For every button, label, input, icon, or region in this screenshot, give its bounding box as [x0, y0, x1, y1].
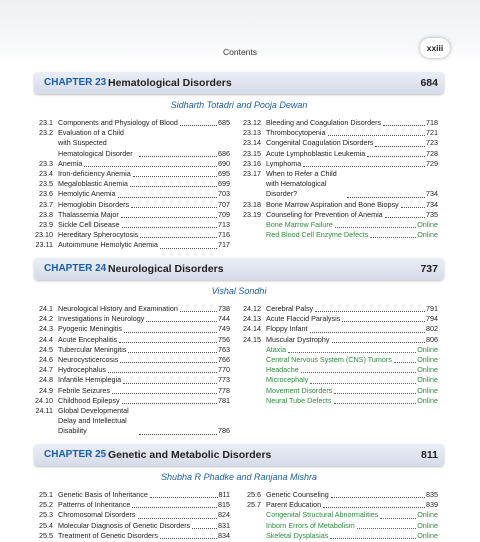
section-title: Acute Flaccid Paralysis	[266, 314, 341, 324]
section-page: Online	[417, 510, 438, 520]
section-number: 24.13	[243, 314, 261, 324]
dot-leader	[131, 207, 217, 208]
section-page: Online	[417, 365, 438, 375]
section-title: Acute Lymphoblastic Leukemia	[266, 148, 366, 158]
toc-entry[interactable]	[242, 335, 438, 345]
section-title: Genetic Counseling	[266, 490, 329, 499]
section-page: 770	[218, 365, 230, 375]
section-number: 23.6	[39, 189, 53, 199]
section-title: Hydrocephalus	[58, 365, 106, 375]
dot-leader	[367, 156, 425, 157]
section-page: Online	[417, 530, 438, 540]
section-title: Chromosomal Disorders	[58, 510, 136, 520]
dot-leader	[128, 352, 217, 353]
section-page: 811	[218, 490, 230, 499]
section-number: 25.6	[247, 490, 261, 499]
section-title: Parent Education	[266, 500, 322, 510]
section-title: Neurological History and Examination	[58, 304, 178, 313]
toc-entry[interactable]	[34, 118, 230, 128]
dot-leader	[375, 146, 425, 147]
dot-leader	[334, 393, 416, 394]
toc-entry-online[interactable]	[242, 365, 438, 375]
toc-entry[interactable]	[242, 314, 438, 324]
section-title: Global Developmental Delay and Intellectual Disability	[58, 406, 129, 436]
section-page: 791	[426, 304, 438, 313]
running-title: Contents	[222, 47, 258, 57]
toc-entry[interactable]	[34, 189, 230, 199]
dot-leader	[328, 135, 425, 136]
section-page: 794	[426, 314, 438, 324]
section-page: 806	[426, 334, 438, 344]
toc-entry[interactable]	[34, 335, 230, 345]
toc-entry[interactable]	[34, 240, 230, 250]
dot-leader	[385, 217, 425, 218]
toc-entry[interactable]	[34, 230, 230, 240]
toc-entry[interactable]	[34, 200, 230, 210]
section-number: 24.8	[39, 375, 53, 385]
section-number	[242, 375, 266, 385]
toc-entry[interactable]	[242, 200, 438, 210]
dot-leader	[380, 518, 416, 519]
section-page: 723	[426, 138, 438, 148]
section-title: Congenital Coagulation Disorders	[266, 138, 374, 148]
dot-leader	[146, 321, 217, 322]
dot-leader	[124, 332, 217, 333]
section-number: 25.4	[39, 520, 53, 530]
section-number: 24.5	[39, 344, 53, 354]
section-page: 802	[426, 324, 438, 334]
toc-entry[interactable]	[34, 159, 230, 169]
section-number	[242, 531, 266, 541]
toc-entry[interactable]	[34, 490, 230, 500]
section-title: Patterns of Inheritance	[58, 500, 131, 510]
section-number	[242, 220, 266, 230]
section-title: Bleeding and Coagulation Disorders	[266, 118, 382, 127]
dot-leader	[334, 403, 417, 404]
chapter-authors: Sidharth Totadri and Pooja Dewan	[170, 100, 308, 110]
section-title: Tubercular Meningitis	[58, 344, 127, 354]
section-title: Inborn Errors of Metabolism	[266, 520, 355, 530]
section-number	[242, 355, 266, 365]
section-title: Molecular Diagnosis of Genetic Disorders	[58, 520, 191, 530]
toc-entry[interactable]	[34, 128, 230, 159]
dot-leader	[84, 166, 217, 167]
section-number: 24.12	[243, 304, 261, 313]
section-number: 23.13	[243, 128, 261, 138]
dot-leader	[335, 227, 417, 228]
section-title: Pyogenic Meningitis	[58, 324, 122, 334]
chapter-number: CHAPTER 24	[44, 263, 107, 274]
section-title: Counseling for Prevention of Anemia	[266, 209, 383, 219]
section-page: Online	[417, 395, 438, 405]
section-page: Online	[417, 344, 438, 354]
toc-entry[interactable]	[242, 304, 438, 314]
section-page: 707	[218, 199, 230, 209]
toc-column-right	[242, 118, 438, 240]
toc-entry[interactable]	[34, 304, 230, 314]
chapter-heading[interactable]	[34, 444, 444, 466]
toc-entry[interactable]	[34, 314, 230, 324]
section-title: Sickle Cell Disease	[58, 220, 120, 230]
section-title: Hemolytic Anemia	[58, 189, 116, 199]
dot-leader	[383, 125, 425, 126]
section-number: 23.9	[39, 220, 53, 230]
section-page: 690	[218, 158, 230, 168]
toc-entry[interactable]	[34, 396, 230, 406]
toc-entry[interactable]	[34, 179, 230, 189]
dot-leader	[342, 321, 425, 322]
toc-entry[interactable]	[242, 118, 438, 128]
dot-leader	[118, 197, 217, 198]
dot-leader	[357, 528, 417, 529]
section-title: Bone Marrow Aspiration and Bone Biopsy	[266, 199, 399, 209]
toc-entry-online[interactable]	[242, 386, 438, 396]
toc-entry[interactable]	[34, 169, 230, 179]
section-number: 24.10	[35, 395, 53, 405]
section-page: Online	[417, 230, 438, 240]
dot-leader	[130, 186, 217, 187]
toc-column-left	[34, 304, 230, 437]
section-title: Childhood Epilepsy	[58, 395, 120, 405]
dot-leader	[160, 538, 217, 539]
section-page: 834	[218, 530, 230, 540]
section-number: 25.5	[39, 530, 53, 540]
section-number: 24.4	[39, 334, 53, 344]
section-number	[242, 230, 266, 240]
section-title: Febrile Seizures	[58, 385, 110, 395]
section-title: Evaluation of a Child with Suspected Hematological Disorder	[58, 128, 133, 158]
section-page: 686	[218, 148, 230, 158]
section-title: Acute Encephalitis	[58, 334, 118, 344]
section-title: Iron-deficiency Anemia	[58, 169, 131, 179]
toc-entry[interactable]	[34, 220, 230, 230]
section-number: 24.6	[39, 355, 53, 365]
section-title: Central Nervous System (CNS) Tumors	[266, 355, 392, 365]
section-number: 24.7	[39, 365, 53, 375]
toc-entry[interactable]	[242, 169, 438, 200]
section-number: 24.1	[39, 304, 53, 313]
dot-leader	[119, 342, 217, 343]
dot-leader	[122, 403, 217, 404]
section-number: 25.1	[39, 490, 53, 499]
toc-column-right	[242, 490, 438, 541]
section-number: 23.1	[39, 118, 53, 127]
toc-entry[interactable]	[242, 149, 438, 159]
toc-entry[interactable]	[242, 138, 438, 148]
dot-leader	[132, 507, 217, 508]
section-title: Hereditary Spherocytosis	[58, 230, 139, 240]
dot-leader	[123, 383, 217, 384]
section-page: Online	[417, 520, 438, 530]
chapter-number: CHAPTER 23	[44, 77, 107, 88]
toc-entry[interactable]	[34, 345, 230, 355]
section-number: 25.7	[247, 500, 261, 510]
dot-leader	[303, 166, 425, 167]
section-title: Neural Tube Defects	[266, 395, 332, 405]
dot-leader	[394, 362, 416, 363]
page-number-badge: xxiii	[420, 38, 450, 58]
section-title: Floppy Infant	[266, 324, 308, 334]
section-number	[242, 521, 266, 531]
dot-leader	[121, 217, 217, 218]
chapter-23-section	[34, 72, 444, 250]
toc-entry-online[interactable]	[242, 220, 438, 230]
section-title: Thalassemia Major	[58, 209, 119, 219]
toc-entry-online[interactable]	[242, 375, 438, 385]
section-page: 766	[218, 355, 230, 365]
section-title: Investigations in Neurology	[58, 314, 145, 324]
chapter-title: Hematological Disorders	[108, 77, 232, 89]
section-page: 831	[218, 520, 230, 530]
toc-entry[interactable]	[34, 210, 230, 220]
dot-leader	[330, 538, 416, 539]
section-number: 23.12	[243, 118, 261, 127]
toc-entry[interactable]	[242, 159, 438, 169]
toc-entry[interactable]	[34, 500, 230, 510]
section-title: Thrombocytopenia	[266, 128, 326, 138]
section-page: 749	[218, 324, 230, 334]
dot-leader	[140, 237, 217, 238]
section-page: 685	[218, 118, 230, 127]
section-number	[242, 386, 266, 396]
dot-leader	[160, 248, 217, 249]
section-page: 763	[218, 344, 230, 354]
toc-entry[interactable]	[34, 365, 230, 375]
dot-leader	[139, 434, 218, 435]
section-page: Online	[417, 385, 438, 395]
section-number: 23.17	[243, 169, 261, 179]
chapter-heading[interactable]	[34, 72, 444, 94]
section-title: Red Blood Cell Enzyme Defects	[266, 230, 369, 240]
toc-entry-online[interactable]	[242, 531, 438, 541]
toc-column-left	[34, 490, 230, 541]
dot-leader	[310, 383, 416, 384]
section-number: 24.14	[243, 324, 261, 334]
section-number: 24.2	[39, 314, 53, 324]
toc-entry[interactable]	[242, 324, 438, 334]
toc-entry[interactable]	[34, 531, 230, 541]
toc-entry-online[interactable]	[242, 230, 438, 240]
section-title: Headache	[266, 365, 299, 375]
chapter-25-section	[34, 444, 444, 540]
dot-leader	[120, 362, 217, 363]
chapter-authors: Shubha R Phadke and Ranjana Mishra	[160, 472, 318, 482]
section-title: Skeletal Dysplasias	[266, 530, 329, 540]
toc-entry-online[interactable]	[242, 345, 438, 355]
section-title: Microcephaly	[266, 375, 309, 385]
section-number	[242, 365, 266, 375]
section-page: 839	[426, 500, 438, 510]
section-number: 24.9	[39, 385, 53, 395]
section-title: Neurocysticercosis	[58, 355, 119, 365]
section-title: Ataxia	[266, 344, 286, 354]
section-title: When to Refer a Child with Hematological Disorder?	[266, 169, 337, 199]
section-title: Autoimmune Hemolytic Anemia	[58, 240, 158, 250]
toc-entry-online[interactable]	[242, 521, 438, 531]
dot-leader	[370, 237, 416, 238]
toc-entry[interactable]	[242, 128, 438, 138]
section-title: Infantile Hemiplegia	[58, 375, 122, 385]
toc-entry-online[interactable]	[242, 355, 438, 365]
section-page: 815	[218, 500, 230, 510]
section-title: Lymphoma	[266, 158, 302, 168]
section-number: 23.8	[39, 209, 53, 219]
section-number: 23.18	[243, 199, 261, 209]
section-number: 23.3	[39, 158, 53, 168]
section-page: 709	[218, 209, 230, 219]
toc-entry-online[interactable]	[242, 510, 438, 520]
section-title: Components and Physiology of Blood	[58, 118, 178, 127]
section-number: 25.2	[39, 500, 53, 510]
toc-entry-online[interactable]	[242, 396, 438, 406]
section-page: 824	[218, 510, 230, 520]
chapter-heading[interactable]	[34, 258, 444, 280]
section-number: 23.7	[39, 199, 53, 209]
section-page: 756	[218, 334, 230, 344]
toc-entry[interactable]	[242, 210, 438, 220]
section-number: 23.2	[39, 128, 53, 138]
section-number: 23.10	[35, 230, 53, 240]
section-title: Genetic Basis of Inheritance	[58, 490, 148, 499]
chapter-page: 811	[421, 449, 438, 461]
dot-leader	[192, 528, 217, 529]
toc-entry[interactable]	[242, 490, 438, 500]
section-page: 728	[426, 148, 438, 158]
section-number: 24.11	[35, 406, 53, 416]
section-page: 729	[426, 158, 438, 168]
section-title: Muscular Dystrophy	[266, 334, 330, 344]
toc-column-right	[242, 304, 438, 406]
section-title: Cerebral Palsy	[266, 304, 314, 313]
section-page: 781	[218, 395, 230, 405]
dot-leader	[301, 372, 416, 373]
section-number: 25.3	[39, 510, 53, 520]
dot-leader	[133, 176, 217, 177]
section-number: 23.11	[35, 240, 53, 250]
section-number: 23.15	[243, 148, 261, 158]
dot-leader	[288, 352, 416, 353]
section-title: Bone Marrow Failure	[266, 220, 333, 230]
chapter-page: 737	[420, 263, 438, 275]
dot-leader	[332, 342, 425, 343]
section-page: 699	[218, 179, 230, 189]
section-number: 24.15	[243, 334, 261, 344]
section-page: 717	[218, 240, 230, 250]
chapter-number: CHAPTER 25	[44, 449, 107, 460]
section-page: 734	[426, 199, 438, 209]
toc-entry[interactable]	[242, 500, 438, 510]
section-page: 734	[426, 189, 438, 199]
section-page: 744	[218, 314, 230, 324]
section-number	[242, 510, 266, 520]
section-page: Online	[417, 375, 438, 385]
toc-entry[interactable]	[34, 355, 230, 365]
section-page: 738	[218, 304, 230, 313]
toc-entry[interactable]	[34, 406, 230, 437]
chapter-page: 684	[420, 77, 438, 89]
dot-leader	[331, 497, 425, 498]
section-number: 24.3	[39, 324, 53, 334]
section-number	[242, 396, 266, 406]
section-title: Hemoglobin Disorders	[58, 199, 130, 209]
section-page: 735	[426, 209, 438, 219]
dot-leader	[112, 393, 217, 394]
dot-leader	[108, 372, 217, 373]
dot-leader	[315, 311, 425, 312]
section-title: Treatment of Genetic Disorders	[58, 530, 158, 540]
chapter-title: Neurological Disorders	[108, 263, 224, 275]
section-page: 786	[218, 426, 230, 436]
section-number: 23.5	[39, 179, 53, 189]
dot-leader	[122, 227, 217, 228]
dot-leader	[310, 332, 425, 333]
section-title: Anemia	[58, 158, 83, 168]
section-number	[242, 345, 266, 355]
toc-entry[interactable]	[34, 375, 230, 385]
section-title: Megaloblastic Anemia	[58, 179, 128, 189]
toc-entry[interactable]	[34, 324, 230, 334]
section-page: Online	[417, 220, 438, 230]
section-title: Movement Disorders	[266, 385, 333, 395]
chapter-authors: Vishal Sondhi	[211, 286, 267, 296]
section-number: 23.16	[243, 158, 261, 168]
toc-column-left	[34, 118, 230, 251]
toc-entry[interactable]	[34, 521, 230, 531]
section-number: 23.4	[39, 169, 53, 179]
section-title: Congenital Structural Abnormalities	[266, 510, 379, 520]
toc-entry[interactable]	[34, 386, 230, 396]
dot-leader	[180, 125, 217, 126]
dot-leader	[347, 197, 426, 198]
dot-leader	[139, 156, 218, 157]
section-page: Online	[417, 355, 438, 365]
chapter-title: Genetic and Metabolic Disorders	[108, 449, 272, 461]
chapter-24-section	[34, 258, 444, 436]
dot-leader	[180, 311, 217, 312]
section-page: 778	[218, 385, 230, 395]
section-page: 703	[218, 189, 230, 199]
section-page: 718	[426, 118, 438, 127]
dot-leader	[323, 507, 425, 508]
section-number: 23.14	[243, 138, 261, 148]
section-page: 721	[426, 128, 438, 138]
section-number: 23.19	[243, 209, 261, 219]
dot-leader	[401, 207, 425, 208]
section-page: 773	[218, 375, 230, 385]
section-page: 713	[218, 220, 230, 230]
section-page: 695	[218, 169, 230, 179]
toc-entry[interactable]	[34, 510, 230, 520]
dot-leader	[138, 518, 218, 519]
dot-leader	[150, 497, 218, 498]
section-page: 835	[426, 490, 438, 499]
section-page: 716	[218, 230, 230, 240]
